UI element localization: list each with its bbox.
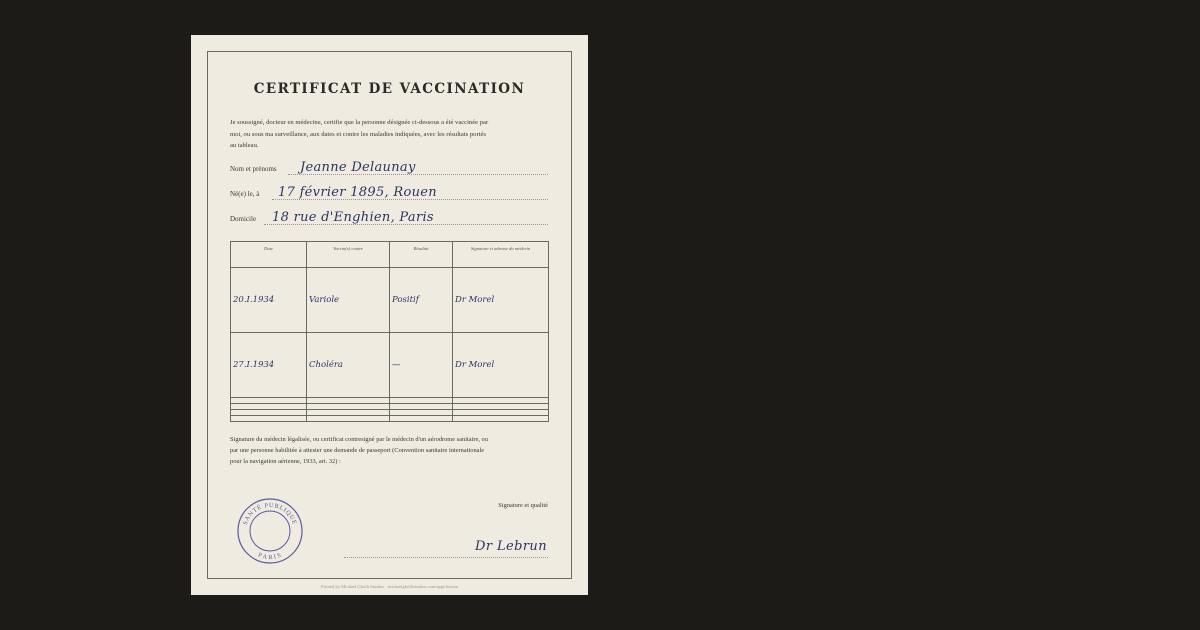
row-vaccine: Variole (307, 268, 390, 333)
table-row (231, 416, 549, 422)
doctor-signature: Dr Lebrun (475, 539, 547, 554)
stamp-top-text: SANTÉ PUBLIQUE (241, 501, 299, 526)
table-row (231, 333, 549, 398)
signature-label: Signature et qualité (498, 502, 548, 509)
header-result: Résultat (390, 242, 453, 268)
name-label: Nom et prénoms (230, 165, 277, 173)
header-signature: Signature et adresse du médecin (453, 242, 549, 268)
signature-dotted-line (344, 557, 548, 558)
name-field (230, 155, 548, 175)
table-header-row (231, 242, 549, 268)
vaccination-table (230, 241, 549, 422)
address-field (230, 205, 548, 225)
address-label: Domicile (230, 215, 257, 223)
table-row (231, 268, 549, 333)
row-result: Positif (390, 268, 453, 333)
row-signature: Dr Morel (453, 268, 549, 333)
row-vaccine: Choléra (307, 333, 390, 398)
birth-value: 17 février 1895, Rouen (278, 185, 437, 200)
legalization-note: Signature du médecin légalisée, ou certificat contresigné par le médecin d'un aérodrome sanitaire, ou par une personne habilitée à attester une demande de passeport (Convention sanitaire internationale pour la navigation aérienne, 1933, art. 32) : (230, 436, 488, 465)
row-result: — (390, 333, 453, 398)
header-vaccine: Vaccin(s) contre (307, 242, 390, 268)
row-date: 27.I.1934 (231, 333, 307, 398)
public-health-stamp (236, 497, 304, 565)
intro-paragraph: Je soussigné, docteur en médecine, certifie que la personne désignée ci-dessous a été vaccinée par moi, ou sous ma surveillance, aux dates et contre les maladies indiquées, avec les résultats portés au tableau. (230, 119, 489, 150)
stamp-bottom-text: PARIS (256, 551, 283, 562)
row-signature: Dr Morel (453, 333, 549, 398)
birth-field (230, 180, 548, 200)
header-date: Date (231, 242, 307, 268)
birth-label: Né(e) le, à (230, 190, 260, 198)
row-date (231, 416, 307, 422)
name-value: Jeanne Delaunay (300, 160, 416, 175)
svg-text:PARIS (257, 551, 283, 561)
row-signature (453, 416, 549, 422)
certificate-title: CERTIFICAT DE VACCINATION (253, 81, 526, 97)
address-value: 18 rue d'Enghien, Paris (272, 210, 434, 225)
printer-footer: Printed by Michael Gbolli Studios · michaelgbollistudios.com/appt/bourse (321, 584, 458, 589)
row-result (390, 416, 453, 422)
row-date: 20.I.1934 (231, 268, 307, 333)
certificate-page (191, 35, 588, 595)
row-vaccine (307, 416, 390, 422)
